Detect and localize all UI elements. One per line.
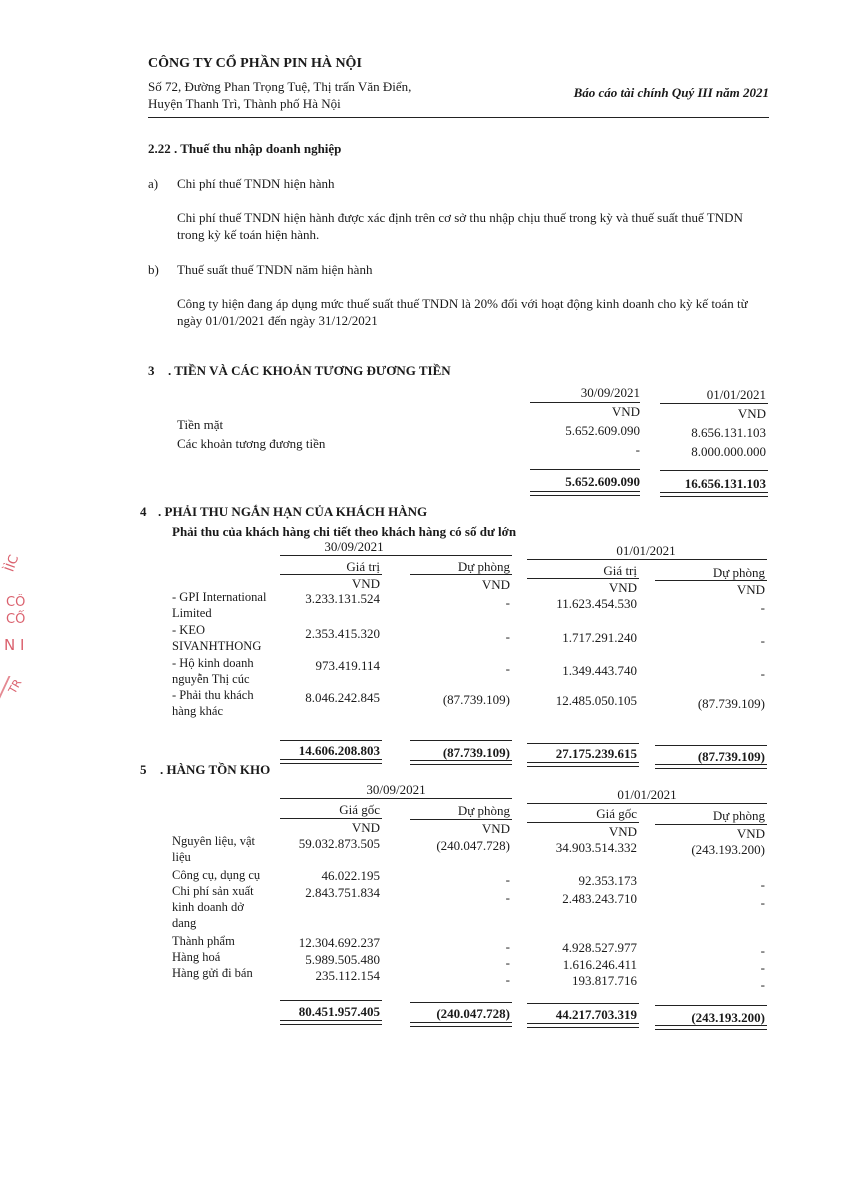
stamp-text-2: CÔ: [6, 595, 26, 610]
s3-total-rule2: [660, 470, 768, 471]
s4-row3-v1: 973.419.114: [315, 658, 380, 673]
company-name: CÔNG TY CỔ PHẦN PIN HÀ NỘI: [148, 56, 362, 71]
s5-total-double-c1: [280, 1020, 382, 1025]
s4-row3-label-l2: nguyễn Thị cúc: [172, 672, 250, 686]
s4-total-v2: 27.175.239.615: [555, 746, 637, 761]
s5-row6-v1: 235.112.154: [315, 968, 380, 983]
s4-row3-p2: -: [760, 666, 765, 681]
s4-total-p1: (87.739.109): [442, 745, 510, 760]
s5-date2: 01/01/2021: [617, 787, 677, 802]
s4-unit-p1: VND: [481, 577, 510, 592]
s5-date2-rule: [527, 803, 767, 804]
stamp-text-3: CỔ: [6, 612, 26, 627]
s3-col1-unit: VND: [611, 404, 640, 419]
company-address-line1: Số 72, Đường Phan Trọng Tuệ, Thị trấn Văn Điển,: [148, 79, 412, 94]
s5-date1-rule: [280, 798, 512, 799]
company-address-line2: Huyện Thanh Trì, Thành phố Hà Nội: [148, 96, 341, 111]
stamp-text-4: N I: [4, 636, 25, 654]
s3-total-double-rule2: [660, 492, 768, 497]
s4-total-rule-p2: [655, 745, 767, 746]
s4-h-prov1: Dự phòng: [457, 559, 510, 574]
s3-col2-unit: VND: [737, 406, 766, 421]
s4-row1-v2: 11.623.454.530: [556, 596, 637, 611]
stamp-text-5: TR: [5, 677, 25, 696]
s4-total-rule-v1: [280, 740, 382, 741]
s5-total-rule-p2: [655, 1005, 767, 1006]
section-4-subtitle: Phải thu của khách hàng chi tiết theo khách hàng có số dư lớn: [172, 524, 517, 539]
s5-h-prov1: Dự phòng: [457, 803, 510, 818]
s5-rule-p2: [655, 824, 767, 825]
s3-col2-rule: [660, 403, 768, 404]
section-5-title: . HÀNG TỒN KHO: [160, 762, 271, 777]
s5-row6-p2: -: [760, 977, 765, 992]
s4-date1-rule: [280, 555, 512, 556]
s5-total-double-c2: [527, 1023, 639, 1028]
s4-total-double-v2: [527, 762, 639, 767]
s5-row5-p1: -: [505, 955, 510, 970]
item-a-title: Chi phí thuế TNDN hiện hành: [177, 176, 335, 191]
s5-total-double-p1: [410, 1022, 512, 1027]
s5-unit-c2: VND: [608, 824, 637, 839]
s3-total-v2: 16.656.131.103: [684, 476, 766, 491]
s4-rule-p1: [410, 574, 512, 575]
s5-row3-v1: 2.843.751.834: [305, 885, 380, 900]
s5-h-prov2: Dự phòng: [712, 808, 765, 823]
s4-row3-v2: 1.349.443.740: [562, 663, 637, 678]
s3-row-equiv-label: Các khoản tương đương tiền: [177, 436, 326, 451]
s5-row1-p1: (240.047.728): [436, 838, 510, 853]
s3-row-cash-label: Tiền mặt: [177, 417, 224, 432]
s4-row4-v2: 12.485.050.105: [555, 693, 637, 708]
s5-total-rule-p1: [410, 1002, 512, 1003]
s4-row1-p2: -: [760, 600, 765, 615]
item-b-label: b): [148, 262, 159, 277]
s4-row4-p1: (87.739.109): [442, 692, 510, 707]
section-3-number: 3: [148, 363, 155, 378]
s5-unit-p1: VND: [481, 821, 510, 836]
s4-total-double-p2: [655, 764, 767, 769]
s5-unit-c1: VND: [351, 820, 380, 835]
s5-row5-v1: 5.989.505.480: [305, 952, 380, 967]
s3-total-double-rule1: [530, 491, 640, 496]
s4-row2-p1: -: [505, 629, 510, 644]
s5-row2-p2: -: [760, 877, 765, 892]
s5-date1: 30/09/2021: [366, 782, 426, 797]
section-4-title: . PHẢI THU NGẮN HẠN CỦA KHÁCH HÀNG: [158, 504, 428, 519]
s5-total-double-p2: [655, 1025, 767, 1030]
s4-row2-label-l2: SIVANHTHONG: [172, 639, 262, 653]
s5-row6-p1: -: [505, 972, 510, 987]
s4-row4-label-l1: - Phải thu khách: [172, 688, 254, 702]
s5-row3-label-l3: dang: [172, 916, 197, 930]
s5-row2-v2: 92.353.173: [578, 873, 637, 888]
s4-date1: 30/09/2021: [324, 539, 384, 554]
stamp-arc: [0, 676, 31, 704]
s5-row1-v2: 34.903.514.332: [555, 840, 637, 855]
s5-row3-label-l1: Chi phí sản xuất: [172, 884, 254, 898]
s5-row2-p1: -: [505, 872, 510, 887]
s5-row5-v2: 1.616.246.411: [562, 957, 637, 972]
s3-row-equiv-v1: -: [635, 442, 640, 457]
s4-total-rule-p1: [410, 740, 512, 741]
s5-total-p1: (240.047.728): [436, 1006, 510, 1021]
s5-row2-v1: 46.022.195: [321, 868, 380, 883]
s4-total-v1: 14.606.208.803: [298, 743, 380, 758]
s4-total-p2: (87.739.109): [697, 749, 765, 764]
item-b-text-line2: ngày 01/01/2021 đến ngày 31/12/2021: [177, 313, 378, 328]
s4-rule-v1: [280, 574, 382, 575]
s4-h-value2: Giá trị: [603, 563, 637, 578]
item-a-text-line2: trong kỳ kế toán hiện hành.: [177, 227, 320, 242]
s4-row3-p1: -: [505, 661, 510, 676]
s5-row5-label-l1: Hàng hoá: [172, 950, 221, 964]
s4-row1-label-l2: Limited: [172, 606, 212, 620]
s5-row4-v1: 12.304.692.237: [298, 935, 380, 950]
stamp-text-1: ÌÌC: [2, 553, 23, 574]
s4-unit-v1: VND: [351, 576, 380, 591]
s5-row1-v1: 59.032.873.505: [298, 836, 380, 851]
s5-row4-label-l1: Thành phẩm: [172, 934, 235, 948]
s3-total-v1: 5.652.609.090: [565, 474, 640, 489]
s4-row1-p1: -: [505, 595, 510, 610]
s4-row3-label-l1: - Hộ kinh doanh: [172, 656, 254, 670]
s4-row2-v1: 2.353.415.320: [305, 626, 380, 641]
s5-row3-p1: -: [505, 890, 510, 905]
s4-total-rule-v2: [527, 743, 639, 744]
s4-row4-p2: (87.739.109): [697, 696, 765, 711]
s4-row2-p2: -: [760, 633, 765, 648]
section-5-number: 5: [140, 762, 147, 777]
s3-row-cash-v1: 5.652.609.090: [565, 423, 640, 438]
s3-total-rule1: [530, 469, 640, 470]
s5-row3-label-l2: kinh doanh dở: [172, 900, 244, 914]
s4-row1-label-l1: - GPI International: [172, 590, 267, 604]
s4-row2-v2: 1.717.291.240: [562, 630, 637, 645]
s4-row4-v1: 8.046.242.845: [305, 690, 380, 705]
s4-total-double-v1: [280, 759, 382, 764]
s4-row4-label-l2: hàng khác: [172, 704, 224, 718]
s5-rule-c2: [527, 822, 639, 823]
s5-row6-v2: 193.817.716: [572, 973, 637, 988]
s5-row2-label-l1: Công cụ, dụng cụ: [172, 868, 261, 882]
s3-row-equiv-v2: 8.000.000.000: [691, 444, 766, 459]
s5-row4-v2: 4.928.527.977: [562, 940, 637, 955]
s4-date2-rule: [527, 559, 767, 560]
s5-total-v2: 44.217.703.319: [555, 1007, 637, 1022]
s5-row3-p2: -: [760, 895, 765, 910]
s5-total-v1: 80.451.957.405: [298, 1004, 380, 1019]
s5-row5-p2: -: [760, 960, 765, 975]
section-2-22-title: 2.22 . Thuế thu nhập doanh nghiệp: [148, 141, 342, 156]
s4-unit-v2: VND: [608, 580, 637, 595]
s3-row-cash-v2: 8.656.131.103: [691, 425, 766, 440]
s4-row2-label-l1: - KEO: [172, 623, 205, 637]
s5-row3-v2: 2.483.243.710: [562, 891, 637, 906]
s4-unit-p2: VND: [736, 582, 765, 597]
s5-row6-label-l1: Hàng gửi đi bán: [172, 966, 253, 980]
item-a-text-line1: Chi phí thuế TNDN hiện hành được xác định trên cơ sở thu nhập chịu thuế trong kỳ và thuế suất thuế TNDN: [177, 210, 743, 225]
s5-row1-label-l2: liệu: [172, 850, 191, 864]
section-4-number: 4: [140, 504, 147, 519]
s5-row1-label-l1: Nguyên liệu, vật: [172, 834, 255, 848]
s5-h-cost1: Giá gốc: [339, 802, 380, 817]
s5-row1-p2: (243.193.200): [691, 842, 765, 857]
report-title: Báo cáo tài chính Quý III năm 2021: [573, 85, 769, 100]
s5-h-cost2: Giá gốc: [596, 806, 637, 821]
header-rule: [148, 117, 769, 118]
s5-total-p2: (243.193.200): [691, 1010, 765, 1025]
s5-total-rule-c2: [527, 1003, 639, 1004]
item-b-title: Thuế suất thuế TNDN năm hiện hành: [177, 262, 373, 277]
s5-row4-p1: -: [505, 939, 510, 954]
s4-h-prov2: Dự phòng: [712, 565, 765, 580]
s4-rule-v2: [527, 578, 639, 579]
s4-row1-v1: 3.233.131.524: [305, 591, 380, 606]
s5-total-rule-c1: [280, 1000, 382, 1001]
section-3-title: . TIỀN VÀ CÁC KHOẢN TƯƠNG ĐƯƠNG TIỀN: [168, 363, 451, 378]
item-b-text-line1: Công ty hiện đang áp dụng mức thuế suất thuế TNDN là 20% đối với hoạt động kinh doanh cho kỳ kế toán từ: [177, 296, 748, 311]
s5-rule-p1: [410, 819, 512, 820]
s5-row4-p2: -: [760, 943, 765, 958]
s4-h-value1: Giá trị: [346, 559, 380, 574]
s5-unit-p2: VND: [736, 826, 765, 841]
s3-col2-date: 01/01/2021: [706, 387, 766, 402]
s4-date2: 01/01/2021: [616, 543, 676, 558]
item-a-label: a): [148, 176, 159, 191]
s4-total-double-p1: [410, 760, 512, 765]
s5-rule-c1: [280, 818, 382, 819]
s4-rule-p2: [655, 580, 767, 581]
s3-col1-rule: [530, 402, 640, 403]
s3-col1-date: 30/09/2021: [580, 385, 640, 400]
